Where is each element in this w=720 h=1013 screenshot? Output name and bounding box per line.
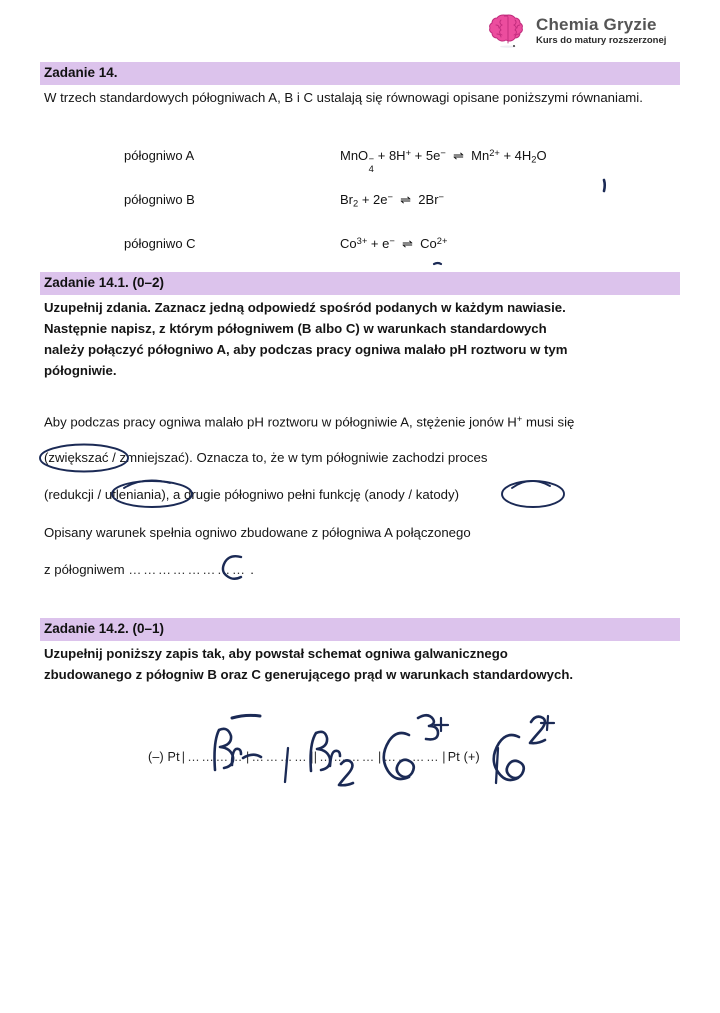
hw-br2-2	[339, 760, 353, 785]
choice-utleniania[interactable]: utleniania	[104, 487, 162, 502]
hw-co-plus	[435, 718, 448, 731]
answer-statement-1	[44, 413, 684, 432]
hw-co2-o	[507, 761, 524, 778]
choice-katody[interactable]: katody	[415, 487, 455, 502]
hw-co-3	[418, 715, 438, 739]
paren-open: (	[44, 487, 49, 502]
schema-double-bar: ||	[310, 750, 318, 764]
brand-subtitle: Kurs do matury rozszerzonej	[536, 34, 667, 46]
schema-blank-2[interactable]: …………	[251, 750, 309, 764]
choice-separator: /	[108, 450, 120, 465]
brand-header	[488, 8, 710, 54]
instruction-line: należy połączyć półogniwo A, aby podczas pracy ogniwa malało pH roztworu w tym	[44, 341, 568, 357]
instruction-line: Uzupełnij zdania. Zaznacz jedną odpowiedź spośród podanych w każdym nawiasie.	[44, 300, 566, 315]
equation-label-b: półogniwo B	[124, 192, 195, 208]
answer-statement-2	[44, 449, 684, 467]
statement-1-text: Aby podczas pracy ogniwa malało pH roztworu w półogniwie A, stężenie jonów H	[44, 414, 517, 430]
schema-bar: |	[181, 750, 186, 764]
choice-separator: /	[93, 487, 105, 502]
band-zadanie-14: Zadanie 14.	[40, 62, 680, 85]
cell-schema-template	[148, 750, 480, 764]
equation-label-c: półogniwo C	[124, 236, 196, 252]
choice-redukcji[interactable]: redukcji	[48, 487, 94, 502]
schema-right-electrode: Pt (+)	[447, 750, 480, 764]
instruction-line: Uzupełnij poniższy zapis tak, aby powstał schemat ogniwa galwanicznego	[44, 646, 508, 661]
brand-title: Chemia Gryzie	[536, 15, 657, 35]
choice-anody[interactable]: anody	[368, 487, 405, 502]
hw-co2-plus	[541, 716, 554, 730]
paren-open: (	[44, 450, 49, 465]
schema-bar: |	[378, 750, 382, 764]
hydrogen-charge: +	[516, 414, 523, 425]
schema-blank-3[interactable]: …………	[319, 750, 377, 764]
statement-2-tail: ). Oznacza to, że w tym półogniwie zachodzi proces	[184, 450, 488, 465]
instruction-line: zbudowanego z półogniw B oraz C generującego prąd w warunkach standardowych.	[44, 666, 574, 682]
equation-formula-b: $Br_2 + 2e^-$ ⇌ 2Br−	[340, 192, 444, 209]
answer-blank-right[interactable]: …………	[187, 562, 247, 577]
band-zadanie-14-2: Zadanie 14.2. (0–1)	[40, 618, 680, 641]
zadanie-14-1-instruction	[44, 298, 684, 381]
instruction-line: półogniwie.	[44, 362, 117, 378]
zadanie-14-intro: W trzech standardowych półogniwach A, B i C ustalają się równowagi opisane poniższymi równaniami.	[44, 90, 643, 105]
equation-formula-a: MnO − 4 + 8H+ + 5e− ⇌ $Mn^{2+} + 4H_2O$	[340, 148, 547, 175]
band-zadanie-14-1: Zadanie 14.1. (0–2)	[40, 272, 680, 295]
schema-bar: |	[442, 750, 446, 764]
statement-3-mid: ), a drugie półogniwo pełni funkcję (	[161, 487, 369, 502]
schema-bar: |	[246, 750, 250, 764]
hw-separator-2	[496, 748, 498, 783]
equation-row	[124, 192, 644, 236]
statement-5-text: z półogniwem	[44, 562, 129, 577]
statement-1-tail: musi się	[522, 414, 575, 430]
choice-separator: /	[404, 487, 416, 502]
paren-close: )	[454, 487, 459, 502]
hw-br-minus	[232, 715, 260, 718]
half-cell-equations	[124, 148, 644, 280]
equation-formula-c: $Co^{3+} + e^-$ ⇌ $Co^{2+}$	[340, 236, 448, 252]
zadanie-14-2-instruction	[44, 644, 684, 686]
choice-zmniejszac[interactable]: zmniejszać	[119, 450, 185, 465]
schema-blank-4[interactable]: …………	[383, 750, 441, 764]
instruction-line: Następnie napisz, z którym półogniwem (B albo C) w warunkach standardowych	[44, 320, 547, 336]
brain-icon	[488, 13, 528, 49]
equation-row	[124, 148, 644, 192]
schema-left-electrode: (–) Pt	[148, 750, 180, 764]
answer-blank-left[interactable]: …………	[128, 562, 188, 577]
equation-label-a: półogniwo A	[124, 148, 195, 164]
choice-zwiekszac[interactable]: zwiększać	[48, 450, 109, 465]
answer-statement-4: Opisany warunek spełnia ogniwo zbudowane z półogniwa A połączonego	[44, 525, 471, 540]
hw-co2-2	[530, 717, 545, 744]
statement-5-end: .	[246, 562, 254, 577]
schema-blank-1[interactable]: …………	[187, 750, 245, 764]
hw-co2-C	[494, 735, 519, 780]
answer-statement-3	[44, 486, 684, 504]
answer-statement-5	[44, 561, 684, 579]
